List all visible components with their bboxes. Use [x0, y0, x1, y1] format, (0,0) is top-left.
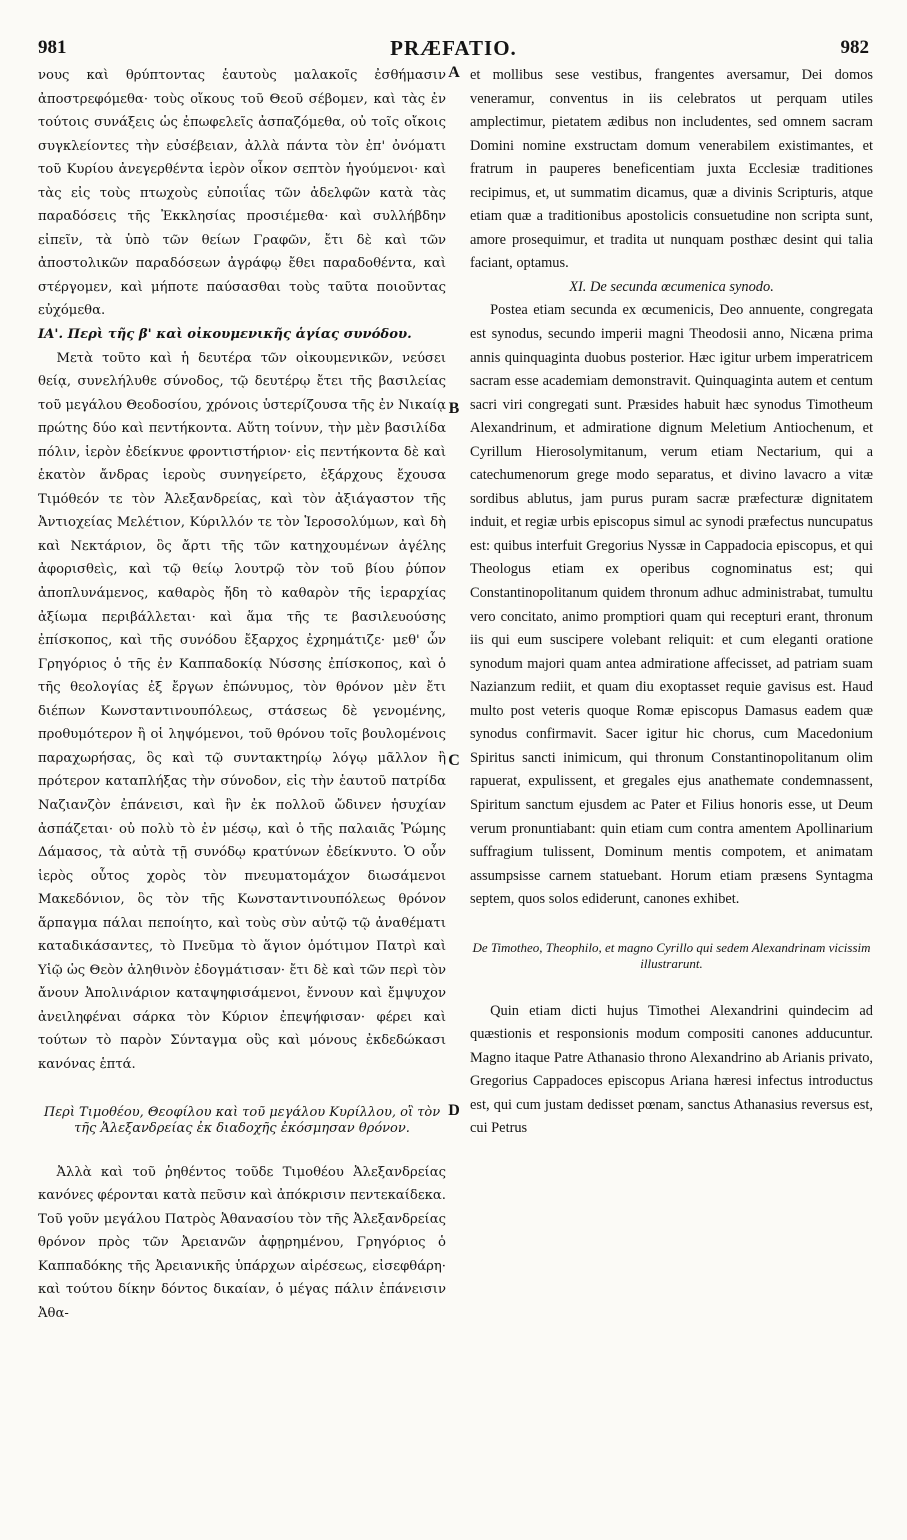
greek-subheading-timothy: Περὶ Τιμοθέου, Θεοφίλου καὶ τοῦ μεγάλου Κυρίλλου, οἳ τὸν τῆς Ἀλεξανδρείας ἐκ διαδοχῆς ἐκόσμησαν θρόνον.	[43, 1104, 441, 1136]
greek-paragraph-2: Μετὰ τοῦτο καὶ ἡ δευτέρα τῶν οἰκουμενικῶν, νεύσει θείᾳ, συνελήλυθε σύνοδος, τῷ δευτέρῳ ἔτει τῆς βασιλείας τοῦ μεγάλου Θεοδοσίου, χρόνοις ὑστερίζουσα τῆς ἐν Νικαίᾳ πρώτης δύο καὶ πεντήκοντα. Αὕτη τοίνυν, τὴν μὲν βασιλίδα πόλιν, ἱερὸν ἐδείκνυε φροντιστήριον· εἰς πεντήκοντα δὲ καὶ ἑκατὸν ἄνδρας ἱεροὺς συνηγείρετο, ἐξάρχους ἔχουσα Τιμόθεόν τε τὸν Ἀλεξανδρείας, καὶ τὸν ἀξιάγαστον τῆς Ἀντιοχείας Μελέτιον, Κύριλλόν τε τὸν Ἱεροσολύμων, καὶ δὴ καὶ Νεκτάριον, ὃς ἄρτι τῆς τῶν κατηχουμένων ἀγέλης ἀφορισθεὶς, καὶ τῷ θείῳ λουτρῷ τὸν τοῦ βίου ῥύπον ἀποπλυνάμενος, καθαρὸς ἤδη τὸ καθαρὸν τῆς ἱεραρχίας ἀξίωμα περιβάλλεται· καὶ ἅμα τῆς τε βασιλευούσης ἐπίσκοπος, καὶ τῆς συνόδου ἔξαρχος ἐχρημάτιζε· μεθ' ὧν Γρηγόριος ὁ τῆς ἐν Καππαδοκίᾳ Νύσσης ἐπίσκοπος, καὶ ὁ τῆς θεολογίας ἐξ ἔργων ἐπώνυμος, τὸν θρόνον μὲν ἔτι διέπων Κωνσταντινουπόλεως, στάσεως δὲ γενομένης, προθυμότερον ἢ οἱ ληψόμενοι, τοῦ θρόνου τοῖς βουλομένοις παραχωρήσας, ὃς καὶ τῷ συντακτηρίῳ λόγῳ μᾶλλον ἢ πρότερον καταπλήξας τὴν σύνοδον, εἰς τὴν ἑαυτοῦ πατρίδα Ναζιανζὸν ἐπάνεισι, καὶ ἣν ἐκ πολλοῦ ὤδινεν ἡσυχίαν ἀσπάζεται· οὐ πολὺ τὸ ἐν μέσῳ, καὶ ὁ τῆς παλαιᾶς Ῥώμης Δάμασος, τὰ αὐτὰ τῇ συνόδῳ κρατύνων ἐδείκνυτο. Ὁ οὖν ἱερὸς οὗτος χορὸς τὸν πνευματομάχον διωσάμενοι Μακεδόνιον, ὃς τὸν τῆς Κωνσταντινουπόλεως θρόνον ἅρπαγμα πάλαι πεποίητο, καὶ τοὺς σὺν αὐτῷ τῷ ἀναθέματι καταδικάσαντες, τὸ Πνεῦμα τὸ ἅγιον ὁμότιμον Πατρὶ καὶ Υἱῷ ὡς Θεὸν ἀληθινὸν ἐδογμάτισαν· ἔτι δὲ καὶ τῶν περὶ τὸν ἄνουν Ἀπολινάριον καταψηφισάμενοι, ἔννουν καὶ ἔμψυχον ἀνειληφέναι σάρκα τὸν Κύριον ἐπεψήφισαν· φέρει καὶ τούτων τὸ παρὸν Σύνταγμα οὓς καὶ μόνους ἐκδεδώκασι κανόνας ἑπτά.	[38, 350, 446, 1072]
greek-paragraph-1: νους καὶ θρύπτοντας ἑαυτοὺς μαλακοῖς ἐσθήμασιν ἀποστρεφόμεθα· τοὺς οἴκους τοῦ Θεοῦ σέβομεν, καὶ τὰς ἐν τούτοις συνάξεις ὡς ἐπωφελεῖς ἀσπαζόμεθα, οὐ τοῖς οἴκοις συγκλείοντες τὴν εὐσέβειαν, ἀλλὰ πάντα τὸν ἐπ' ὀνόματι τοῦ Κυρίου ἀνεγερθέντα ἱερὸν οἶκον σεπτὸν ἡγούμενοι· καὶ τὰς εἰς τοὺς πτωχοὺς εὐποιΐας τῶν ἀδελφῶν κατὰ τὰς παραδόσεις τῆς Ἐκκλησίας προσιέμεθα· καὶ συλλήβδην εἰπεῖν, τὰ ὑπὸ τῶν θείων Γραφῶν, ἔτι δὲ καὶ τῶν ἀποστολικῶν παραδόσεων ἀγράφῳ ἔθει παραδοθέντα, καὶ στέργομεν, καὶ μήποτε παύσασθαι τοὺς ταῦτα ποιοῦντας εὐχόμεθα.	[38, 68, 446, 319]
page-number-left: 981	[38, 37, 67, 58]
margin-letter-d: D	[448, 1102, 460, 1119]
margin-letter-b: B	[448, 400, 460, 417]
running-header	[38, 34, 869, 62]
latin-paragraph-3: Quin etiam dicti hujus Timothei Alexandrini quindecim ad quæstionis et responsionis modum compositi canones adducuntur. Magno itaque Patre Athanasio throno Alexandrino ab Arianis privato, Gregorius Cappadoces episcopus Ariana hæresi infectus introductus est, qui cum justam dedisset pœnam, sanctus Athanasius reversus est, cui Petrus	[470, 1002, 873, 1137]
latin-column	[470, 64, 873, 1141]
latin-section-heading-11: XI. De secunda œcumenica synodo.	[569, 278, 774, 295]
running-title: PRÆFATIO.	[390, 35, 517, 60]
latin-paragraph-2: Postea etiam secunda ex œcumenicis, Deo annuente, congregata est synodus, secundo imperii magni Theodosii anno, Nicæna prima annis quinquaginta duobus posterior. Hæc igitur urbem imperatricem sacram esse academiam demonstravit. Quinquaginta autem et centum sacri viri congregati sunt. Præsides habuit hæc synodus Timotheum Alexandrinum, et admiratione dignum Meletium Antiochenum, et Cyrillum Hierosolymitanum, verum etiam Nectarium, qui a catechumenorum grege modo separatus, et divino lavacro a vitæ sordibus ablutus, jam purus puram sacræ præfecturæ dignitatem induit, et regiæ urbis episcopus simul ac synodi præfectus nuncupatus est: quibus interfuit Gregorius Nyssæ in Cappadocia episcopus, et qui Theologus etiam ex operibus cognominatus est; qui Constantinopolitanum quidem thronum adhuc administrabat, tumultu vero concitato, animo promptiori quam qui recepturi erant, thronum iis qui eum suscipere volebant reliquit: et cum eleganti oratione synodum majori quam antea admiratione affecisset, ad patriam suam Nazianzum rediit, et quam diu exoptasset requie gavisus est. Haud multo post veteris quoque Romæ episcopus Damasus eadem quæ synodus confirmavit. Sacer igitur hic chorus, cum Macedonium Spiritus sancti inimicum, qui thronum Constantinopolitanum olim rapuerat, expulissent, et gregales ejus anathemate condemnassent, Spiritum sanctum ejusdem ac Pater et Filius honoris esse, ut Deum verum pronuntiabant: quin etiam cum contra amentem Apollinarium suffragium tulissent, Dominum mentis compotem, et animatam assumpsisse carnem statuebant. Horum etiam præsens Syntagma septem, quos solos ediderunt, canones exhibet.	[470, 302, 873, 908]
latin-subheading-timothy: De Timotheo, Theophilo, et magno Cyrillo qui sedem Alexandrinam vicissim illustrarunt.	[472, 939, 871, 971]
page-number-right: 982	[840, 37, 869, 58]
greek-section-heading-11: ΙΑ'. Περὶ τῆς β' καὶ οἰκουμενικῆς ἁγίας συνόδου.	[38, 327, 412, 343]
latin-paragraph-1: et mollibus sese vestibus, frangentes aversamur, Dei domos veneramur, conventus in iis celebratos ut perquam utiles amplectimur, pietatem ædibus non includentes, sed omnem sacram Domini nomine exstructam domum venerabilem existimantes, et fratrum in pauperes beneficentiam juxta Ecclesiæ traditiones recipimus, et, ut summatim dicamus, quæ a divinis Scripturis, atque etiam quæ a traditionibus apostolicis consuetudine non scripta sunt, amore prosequimur, et tradita ut nunquam posthæc desint qui talia faciant, optamus.	[470, 67, 873, 272]
margin-letter-c: C	[448, 752, 460, 769]
greek-paragraph-3: Ἀλλὰ καὶ τοῦ ῥηθέντος τοῦδε Τιμοθέου Ἀλεξανδρείας κανόνες φέρονται κατὰ πεῦσιν καὶ ἀπόκρισιν πεντεκαίδεκα. Τοῦ γοῦν μεγάλου Πατρὸς Ἀθανασίου τὸν τῆς Ἀλεξανδρείας θρόνον πρὸς τῶν Ἀρειανῶν ἀφῃρημένου, Γρηγόριος ὁ Καππαδόκης τῆς Ἀρειανικῆς ὑπάρχων αἱρέσεως, εἰσεφθάρη· καὶ τούτου δίκην δόντος δικαίαν, ὁ μέγας πάλιν ἐπάνεισιν Ἀθα-	[38, 1164, 446, 1321]
greek-column	[38, 64, 446, 1325]
margin-letter-a: A	[448, 64, 460, 81]
